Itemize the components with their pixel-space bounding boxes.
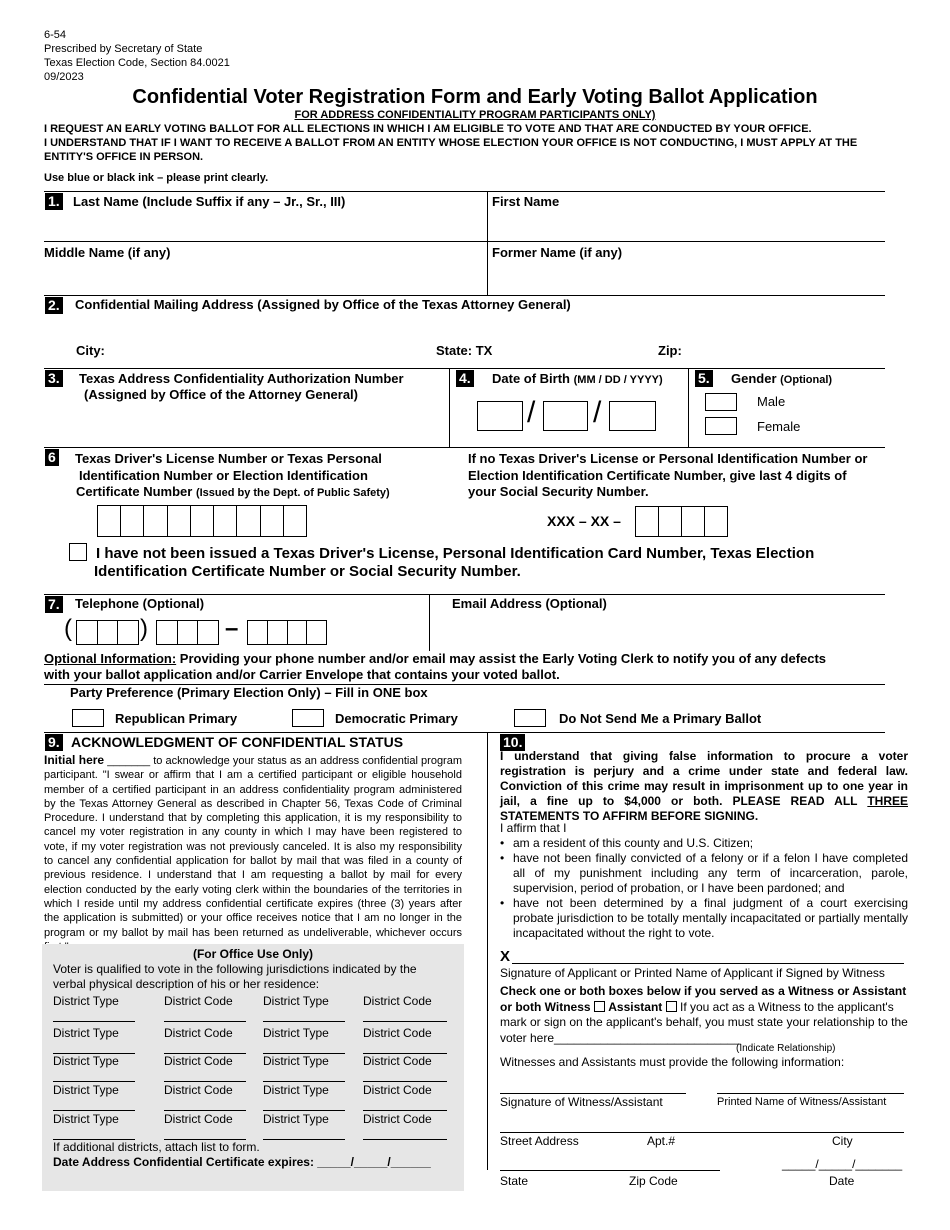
former-name-label[interactable]: Former Name (if any) — [492, 245, 623, 260]
section-6-number: 6 — [45, 449, 59, 466]
optional-line-1 — [44, 651, 904, 667]
relationship-blank[interactable]: ____________________________ — [554, 1030, 741, 1045]
divider — [487, 732, 488, 1170]
digit-box[interactable] — [121, 506, 144, 536]
district-type-label: District Type — [263, 1112, 329, 1126]
form-title: Confidential Voter Registration Form and Early Voting Ballot Application — [132, 86, 818, 108]
divider — [44, 295, 885, 296]
optional-information — [44, 651, 904, 683]
district-entry-line[interactable] — [164, 1110, 246, 1111]
district-entry-line[interactable] — [263, 1021, 345, 1022]
digit-box[interactable] — [261, 506, 284, 536]
phone-dash: – — [225, 615, 239, 642]
district-entry-line[interactable] — [53, 1110, 135, 1111]
digit-box[interactable] — [98, 621, 119, 644]
digit-box[interactable] — [288, 621, 308, 644]
witness-name-label: Printed Name of Witness/Assistant — [717, 1096, 887, 1108]
not-issued-line-2: Identification Certificate Number or Social Security Number. — [94, 563, 521, 580]
acknowledgment-body: to acknowledge your status as an address confidential program participant. "I swear or affirm that I am a certified participant or eligible household member of a certified participant in an address confidentiality program administered by the Texas Attorney General as described in Chapter 56, Texas Code of Criminal Procedure. I understand that by completing this application, it is my responsibility to cancel my voter registration in any county in which I may have been registered to vote, if my voter registration was not previously canceled. It is also my responsibility to cancel any confidential application for ballot by mail that was filed in a county of previous residence. I understand that I am requesting a ballot by mail for every election conducted by the early voting clerk within the boundaries of the territories in which I reside until my address confidential certificate expires (three (3) years after the application is submitted) or your office receives notice that I am no longer in the program or my ballot by mail has been returned as undeliverable, whichever occurs — [44, 755, 463, 939]
assistant-label: Assistant — [608, 999, 663, 1014]
optional-heading: Optional Information: — [44, 651, 177, 666]
digit-box[interactable] — [98, 506, 121, 536]
not-issued-statement — [94, 545, 814, 581]
dl-line-2: Identification Number or Election Identification — [79, 467, 368, 483]
attach-list-note: If additional districts, attach list to form. — [53, 1140, 260, 1154]
district-type-label: District Type — [53, 994, 119, 1008]
district-entry-line[interactable] — [164, 1021, 246, 1022]
district-code-label: District Code — [363, 1026, 432, 1040]
not-issued-line-1: I have not been issued a Texas Driver's License, Personal Identification Card Number, Texas Election — [96, 545, 815, 562]
address-line[interactable] — [500, 1132, 904, 1133]
dl-label — [75, 451, 390, 502]
check-text: Check one or both boxes below if you served as a Witness or Assistant or both — [500, 984, 907, 1014]
election-code: Texas Election Code, Section 84.0021 — [44, 57, 230, 69]
witness-instructions — [500, 984, 908, 1046]
dl-line-1: Texas Driver's License Number or Texas Personal — [75, 451, 382, 466]
state-label-witness: State — [500, 1174, 529, 1188]
zip-label-witness: Zip Code — [629, 1174, 678, 1188]
gender-female-checkbox[interactable] — [705, 417, 737, 435]
affirm-bullets — [500, 836, 908, 941]
divider — [44, 241, 885, 242]
perjury-warning — [500, 749, 908, 824]
digit-box[interactable] — [191, 506, 214, 536]
district-entry-line[interactable] — [164, 1081, 246, 1082]
initial-here-label: Initial here — [44, 753, 105, 767]
digit-box[interactable] — [636, 507, 659, 536]
digit-box[interactable] — [198, 621, 218, 644]
district-type-label: District Type — [263, 1083, 329, 1097]
dob-year-box[interactable] — [609, 401, 656, 431]
digit-box[interactable] — [307, 621, 326, 644]
dob-slash: / — [593, 396, 602, 429]
section-9-number: 9. — [45, 734, 63, 751]
district-code-label: District Code — [164, 1054, 233, 1068]
request-line-2: I UNDERSTAND THAT IF I WANT TO RECEIVE A BALLOT FROM AN ENTITY WHOSE ELECTION YOUR OFFICE IS NOT CONDUCTING, I MUST APPLY AT THE ENTITY'S OFFICE IN PERSON. — [44, 137, 858, 163]
district-entry-line[interactable] — [363, 1139, 447, 1140]
phone-area-code-boxes[interactable] — [76, 620, 139, 645]
ssn-line-2: Election Identification Certificate Number, give last 4 digits of — [468, 467, 847, 483]
dob-day-box[interactable] — [543, 401, 588, 431]
zip-label[interactable]: Zip: — [658, 343, 682, 358]
district-code-label: District Code — [363, 994, 432, 1008]
section-5-number: 5. — [695, 370, 713, 387]
gender-label — [731, 371, 832, 386]
signature-line[interactable] — [512, 963, 904, 964]
district-code-label: District Code — [164, 1083, 233, 1097]
gender-male-checkbox[interactable] — [705, 393, 737, 411]
gender-label-text: Gender — [731, 371, 777, 386]
digit-box[interactable] — [168, 506, 191, 536]
party-preference-label: Party Preference (Primary Election Only) – Fill in ONE box — [70, 685, 428, 700]
optional-text-2: with your ballot application and/or Carrier Envelope that contains your voted ballot. — [44, 667, 560, 682]
digit-box[interactable] — [77, 621, 98, 644]
must-provide: Witnesses and Assistants must provide the following information: — [500, 1055, 845, 1069]
district-type-label: District Type — [263, 994, 329, 1008]
democratic-label: Democratic Primary — [335, 711, 458, 726]
divider — [44, 732, 885, 733]
state-label: State: TX — [436, 343, 493, 358]
republican-checkbox[interactable] — [72, 709, 104, 727]
acknowledgment-title: ACKNOWLEDGMENT OF CONFIDENTIAL STATUS — [71, 734, 404, 750]
no-primary-label: Do Not Send Me a Primary Ballot — [559, 711, 762, 726]
dl-number-boxes[interactable] — [97, 505, 307, 537]
city-label-witness: City — [832, 1134, 853, 1148]
digit-box[interactable] — [157, 621, 178, 644]
ssn-prefix: XXX – XX – — [547, 513, 621, 529]
district-type-label: District Type — [53, 1026, 119, 1040]
initial-blank[interactable]: _______ — [107, 755, 151, 767]
district-entry-line[interactable] — [263, 1139, 345, 1140]
district-code-label: District Code — [363, 1083, 432, 1097]
warning-text-b: STATEMENTS TO AFFIRM BEFORE SIGNING. — [500, 809, 759, 823]
middle-name-label[interactable]: Middle Name (if any) — [44, 245, 171, 260]
request-line-1: I REQUEST AN EARLY VOTING BALLOT FOR ALL ELECTIONS IN WHICH I AM ELIGIBLE TO VOTE AND THAT ARE CONDUCTED BY YOUR OFFICE. — [44, 123, 812, 135]
district-entry-line[interactable] — [263, 1110, 345, 1111]
dl-line-3-text: Certificate Number — [76, 484, 193, 499]
acknowledgment-text — [44, 753, 462, 954]
gender-male-label: Male — [757, 394, 786, 409]
certificate-expires[interactable]: Date Address Confidential Certificate expires: _____/_____/______ — [53, 1155, 431, 1169]
street-label: Street Address — [500, 1134, 579, 1148]
district-type-label: District Type — [53, 1083, 119, 1097]
dl-line-3 — [75, 484, 390, 502]
dob-slash: / — [527, 396, 536, 429]
digit-box[interactable] — [248, 621, 268, 644]
office-use-description: Voter is qualified to vote in the following jurisdictions indicated by the verbal physical description of his or her residence: — [53, 962, 417, 991]
dob-format: (MM / DD / YYYY) — [573, 374, 663, 386]
district-code-label: District Code — [363, 1054, 432, 1068]
digit-box[interactable] — [144, 506, 167, 536]
telephone-label: Telephone (Optional) — [75, 596, 205, 611]
district-entry-line[interactable] — [363, 1110, 447, 1111]
phone-rparen: ) — [140, 615, 148, 642]
ink-instruction: Use blue or black ink – please print clearly. — [44, 172, 269, 184]
prescribed-text: Prescribed by Secretary of State — [44, 43, 203, 55]
witness-name-line[interactable] — [717, 1093, 904, 1094]
divider — [44, 191, 885, 192]
mailing-address-label[interactable]: Confidential Mailing Address (Assigned by Office of the Texas Attorney General) — [75, 297, 571, 312]
district-code-label: District Code — [164, 994, 233, 1008]
affirm-bullet: • am a resident of this county and U.S. Citizen; — [500, 836, 908, 851]
digit-box[interactable] — [268, 621, 288, 644]
acp-number-label: Texas Address Confidentiality Authorization Number — [79, 371, 404, 386]
form-date: 09/2023 — [44, 71, 84, 83]
indicate-relationship: (Indicate Relationship) — [736, 1043, 836, 1054]
divider — [44, 447, 885, 448]
digit-box[interactable] — [705, 507, 727, 536]
not-issued-checkbox[interactable] — [69, 543, 87, 561]
dob-month-box[interactable] — [477, 401, 523, 431]
date-blank[interactable]: _____/_____/_______ — [782, 1157, 903, 1171]
affirm-bullet: • have not been determined by a final judgment of a court exercising probate jurisdiction to be totally mentally incapacitated or partially mentally incapacitated without the right to vote. — [500, 896, 908, 941]
section-2-number: 2. — [45, 297, 63, 314]
divider — [688, 368, 689, 447]
form-subtitle: FOR ADDRESS CONFIDENTIALITY PROGRAM PARTICIPANTS ONLY) — [294, 109, 656, 121]
digit-box[interactable] — [118, 621, 138, 644]
city-label[interactable]: City: — [76, 343, 105, 358]
district-entry-line[interactable] — [263, 1081, 345, 1082]
digit-box[interactable] — [178, 621, 199, 644]
last-name-label[interactable]: Last Name (Include Suffix if any – Jr., Sr., III) — [73, 194, 346, 209]
divider — [44, 594, 885, 595]
request-statement — [44, 122, 904, 164]
email-label[interactable]: Email Address (Optional) — [452, 596, 607, 611]
gender-optional: (Optional) — [780, 374, 833, 386]
divider — [44, 368, 885, 369]
district-type-label: District Type — [53, 1054, 119, 1068]
district-entry-line[interactable] — [53, 1081, 135, 1082]
phone-prefix-boxes[interactable] — [156, 620, 219, 645]
phone-line-boxes[interactable] — [247, 620, 327, 645]
assistant-checkbox[interactable] — [666, 1001, 677, 1012]
section-1-number: 1. — [45, 193, 63, 210]
dob-label — [492, 371, 663, 386]
digit-box[interactable] — [237, 506, 260, 536]
digit-box[interactable] — [214, 506, 237, 536]
district-type-label: District Type — [53, 1112, 119, 1126]
district-code-label: District Code — [164, 1112, 233, 1126]
district-type-label: District Type — [263, 1026, 329, 1040]
divider — [487, 191, 488, 295]
form-header-info — [44, 28, 230, 84]
apt-label: Apt.# — [647, 1134, 676, 1148]
signature-label: Signature of Applicant or Printed Name of Applicant if Signed by Witness — [500, 966, 885, 980]
witness-text: If you act as a Witness to the applicant's mark or sign on the applicant's behalf, you must state your relationship to the voter here — [500, 999, 908, 1045]
form-number: 6-54 — [44, 29, 67, 41]
divider — [429, 594, 430, 651]
section-3-number: 3. — [45, 370, 63, 387]
republican-label: Republican Primary — [115, 711, 238, 726]
witness-label: Witness — [544, 999, 591, 1014]
democratic-checkbox[interactable] — [292, 709, 324, 727]
first-name-label[interactable]: First Name — [492, 194, 560, 209]
warning-text-a: I understand that giving false information to procure a voter registration is perjury and a crime under state and federal law. Conviction of this crime may result in imprisonment up to one year in jail, a fine up to $4,000 or both. PLEASE READ ALL — [500, 749, 908, 808]
signature-x: X — [500, 948, 511, 965]
affirm-bullet: • have not been finally convicted of a felony or if a felon I have completed all of my punishment including any term of incarceration, parole, supervision, period of probation, or I have been pardoned; and — [500, 851, 908, 896]
divider — [449, 368, 450, 447]
section-4-number: 4. — [456, 370, 474, 387]
state-zip-line[interactable] — [500, 1170, 720, 1171]
witness-signature-line[interactable] — [500, 1093, 686, 1094]
digit-box[interactable] — [659, 507, 682, 536]
digit-box[interactable] — [284, 506, 306, 536]
ssn-line-1: If no Texas Driver's License or Personal Identification Number or — [468, 451, 868, 466]
section-7-number: 7. — [45, 596, 63, 613]
witness-checkbox[interactable] — [594, 1001, 605, 1012]
district-code-label: District Code — [164, 1026, 233, 1040]
acp-number-sub: (Assigned by Office of the Attorney General) — [84, 387, 359, 402]
dl-issuer: (Issued by the Dept. of Public Safety) — [195, 487, 390, 499]
district-code-label: District Code — [363, 1112, 432, 1126]
phone-lparen: ( — [64, 615, 72, 642]
section-10-number: 10. — [500, 734, 525, 751]
ssn-last4-boxes[interactable] — [635, 506, 728, 537]
dob-label-text: Date of Birth — [492, 371, 570, 386]
ssn-line-3: your Social Security Number. — [468, 484, 649, 499]
warning-three: THREE — [867, 794, 908, 808]
date-label-witness: Date — [829, 1174, 855, 1188]
district-entry-line[interactable] — [53, 1021, 135, 1022]
no-primary-checkbox[interactable] — [514, 709, 546, 727]
office-use-title: (For Office Use Only) — [192, 947, 314, 961]
ssn-instruction — [468, 451, 867, 501]
affirm-label: I affirm that I — [500, 821, 567, 835]
digit-box[interactable] — [682, 507, 705, 536]
district-entry-line[interactable] — [363, 1081, 447, 1082]
witness-signature-label: Signature of Witness/Assistant — [500, 1095, 663, 1109]
gender-female-label: Female — [757, 419, 801, 434]
district-entry-line[interactable] — [363, 1021, 447, 1022]
district-type-label: District Type — [263, 1054, 329, 1068]
optional-text-1: Providing your phone number and/or email may assist the Early Voting Clerk to notify you of any defects — [176, 651, 827, 666]
